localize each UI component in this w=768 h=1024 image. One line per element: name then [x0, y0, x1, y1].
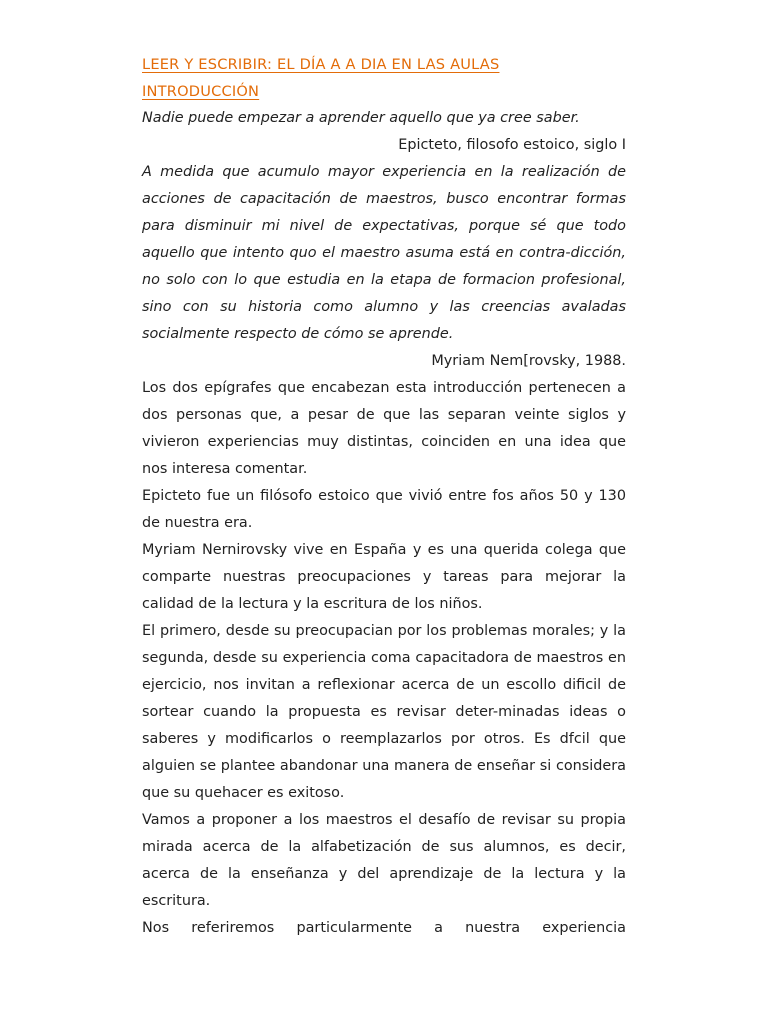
body-paragraph: El primero, desde su preocupacian por los problemas morales; y la segunda, desde su experiencia coma capacitadora de maestros en ejercicio, nos invitan a reflexionar acerca de un escollo dificil de sortear cuando la propuesta es revisar deter-minadas ideas o saberes y modificarlos o reemplazarlos por otros. Es dfcil que alguien se plantee abandonar una manera de enseñar si considera que su quehacer es exitoso.: [142, 623, 626, 801]
epigraph-quote-1: Nadie puede empezar a aprender aquello que ya cree saber.: [142, 110, 580, 126]
epigraph-attribution-1: Epicteto, filosofo estoico, siglo I: [398, 137, 626, 153]
epigraph-quote-2: A medida que acumulo mayor experiencia en la realización de acciones de capacitación de maestros, busco encontrar formas para disminuir mi nivel de expectativas, porque sé que todo aquello que intento quo el maestro asuma está en contra-dicción, no solo con lo que estudia en la etapa de formacion profesional, sino con su historia como alumno y las creencias avaladas socialmente respecto de cómo se aprende.: [142, 164, 626, 342]
epigraph-attribution-2: Myriam Nem[rovsky, 1988.: [431, 353, 626, 369]
body-paragraph: Nos referiremos particularmente a nuestra experiencia: [142, 920, 626, 936]
body-paragraph: Epicteto fue un filósofo estoico que vivió entre fos años 50 y 130 de nuestra era.: [142, 488, 626, 531]
body-paragraph: Myriam Nernirovsky vive en España y es una querida colega que comparte nuestras preocupaciones y tareas para mejorar la calidad de la lectura y la escritura de los niños.: [142, 542, 626, 612]
document-page: [142, 51, 626, 942]
body-paragraph: Vamos a proponer a los maestros el desafío de revisar su propia mirada acerca de la alfabetización de sus alumnos, es decir, acerca de la enseñanza y del aprendizaje de la lectura y la escritura.: [142, 812, 626, 909]
document-title: LEER Y ESCRIBIR: EL DÍA A A DIA EN LAS AULAS: [142, 56, 500, 73]
body-paragraph: Los dos epígrafes que encabezan esta introducción pertenecen a dos personas que, a pesar de que las separan veinte siglos y vivieron experiencias muy distintas, coinciden en una idea que nos interesa comentar.: [142, 380, 626, 477]
document-subtitle: INTRODUCCIÓN: [142, 83, 260, 100]
